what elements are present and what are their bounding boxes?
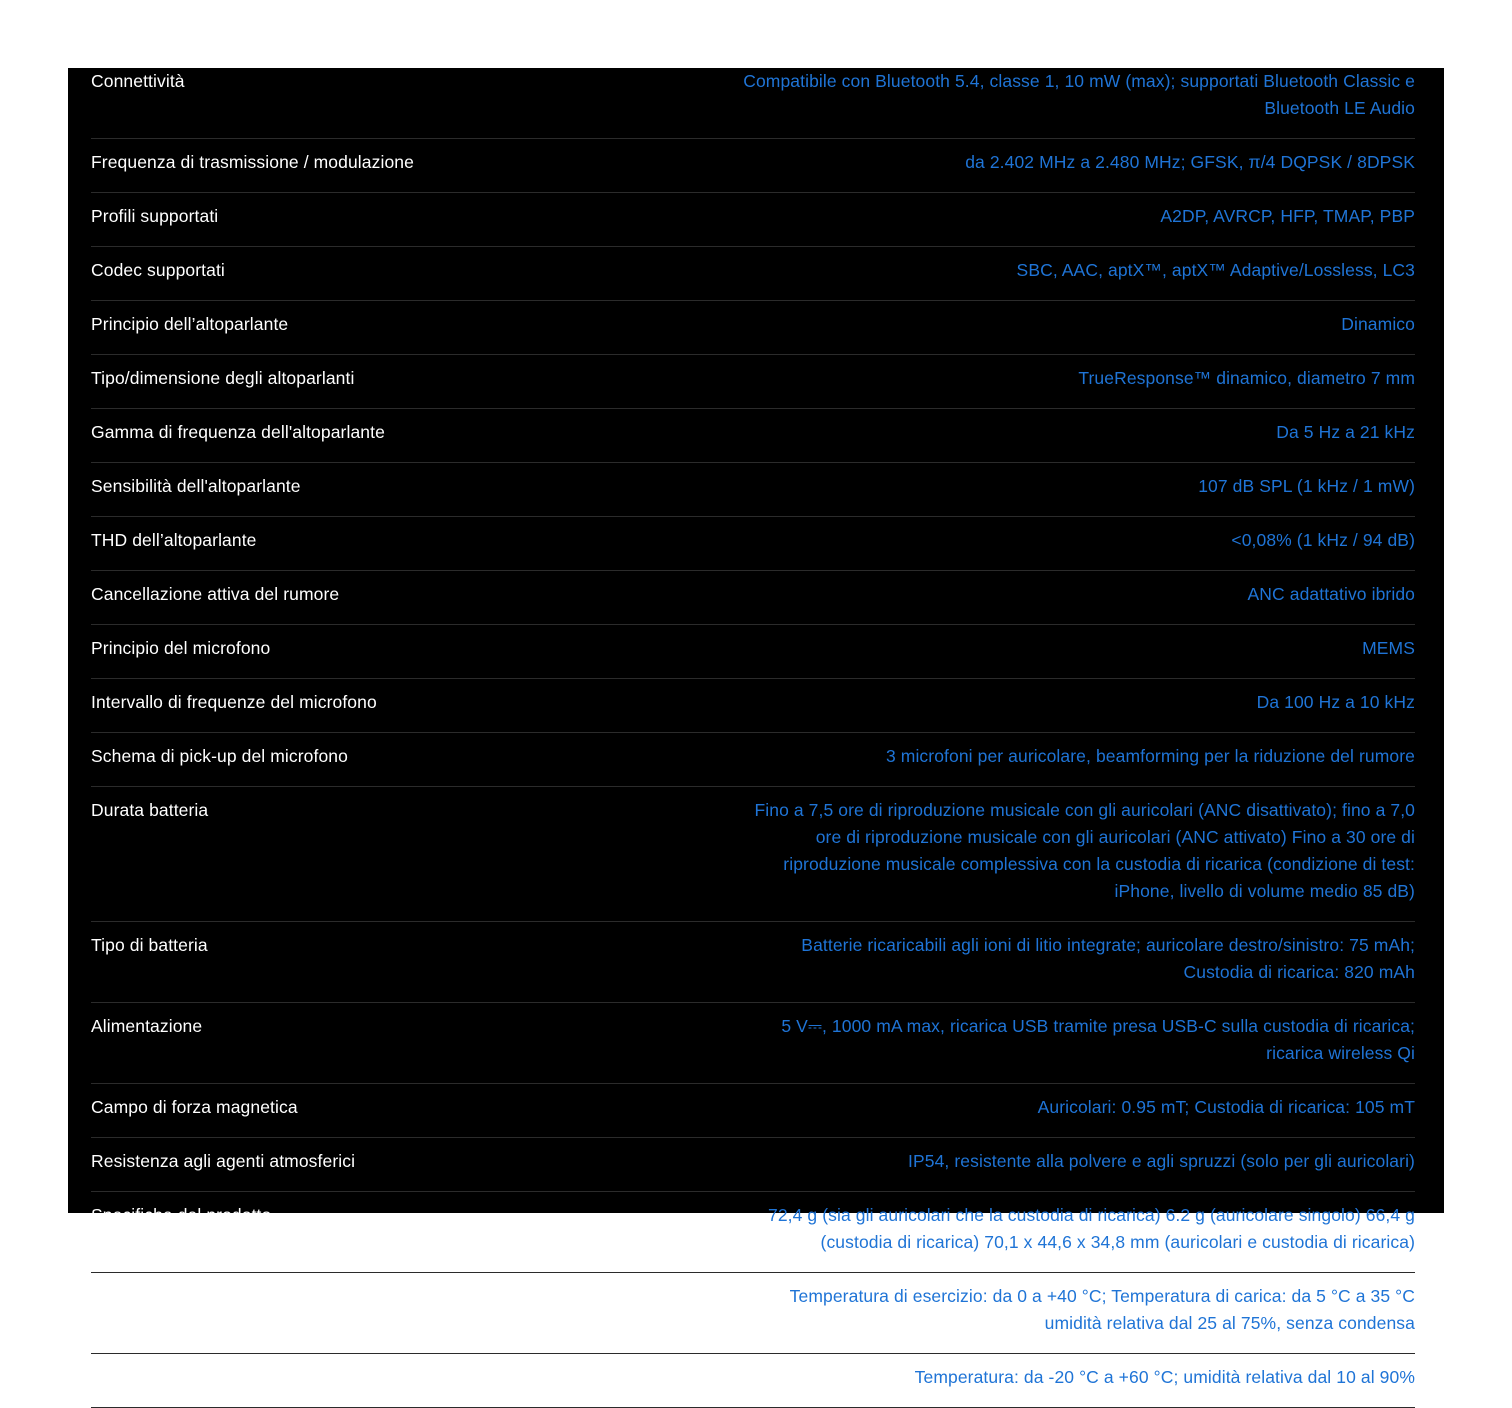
spec-label: Tipo di batteria	[91, 935, 208, 955]
spec-value: Auricolari: 0.95 mT; Custodia di ricarica: 105 mT	[1037, 1097, 1415, 1117]
spec-label: Resistenza agli agenti atmosferici	[91, 1151, 356, 1171]
spec-value: A2DP, AVRCP, HFP, TMAP, PBP	[1160, 206, 1415, 226]
spec-row	[91, 311, 1415, 355]
spec-label: Alimentazione	[91, 1016, 203, 1036]
spec-row	[91, 635, 1415, 679]
spec-row	[91, 797, 1415, 922]
spec-row	[91, 689, 1415, 733]
spec-row	[91, 365, 1415, 409]
spec-label: Sensibilità dell'altoparlante	[91, 476, 301, 496]
spec-row	[91, 932, 1415, 1003]
spec-value: Da 100 Hz a 10 kHz	[1256, 692, 1415, 712]
spec-label: Schema di pick-up del microfono	[91, 746, 348, 766]
spec-value: SBC, AAC, aptX™, aptX™ Adaptive/Lossless, LC3	[1016, 260, 1415, 280]
spec-value: 72,4 g (sia gli auricolari che la custodia di ricarica) 6.2 g (auricolare singolo) 66,4 g (custodia di ricarica) 70,1 x 44,6 x 34,8 mm (auricolari e custodia di ricarica)	[768, 1205, 1415, 1252]
spec-value: Da 5 Hz a 21 kHz	[1276, 422, 1415, 442]
spec-row	[91, 1202, 1415, 1273]
spec-label: Connettività	[91, 71, 185, 91]
spec-value: TrueResponse™ dinamico, diametro 7 mm	[1078, 368, 1415, 388]
spec-row	[91, 1283, 1415, 1354]
spec-label: Principio dell’altoparlante	[91, 314, 289, 334]
spec-row	[91, 1094, 1415, 1138]
spec-label: Frequenza di trasmissione / modulazione	[91, 152, 414, 172]
spec-value: Fino a 7,5 ore di riproduzione musicale con gli auricolari (ANC disattivato); fino a 7,0 ore di riproduzione musicale con gli auricolari (ANC attivato) Fino a 30 ore di riproduzione musicale complessiva con la custodia di ricarica (condizione di test: iPhone, livello di volume medio 85 dB)	[754, 800, 1415, 901]
spec-value: Dinamico	[1341, 314, 1415, 334]
spec-label: Principio del microfono	[91, 638, 271, 658]
spec-row	[91, 1364, 1415, 1408]
specs-table	[68, 68, 1444, 1408]
spec-value: <0,08% (1 kHz / 94 dB)	[1231, 530, 1415, 550]
spec-row	[91, 1148, 1415, 1192]
spec-label: Profili supportati	[91, 206, 219, 226]
spec-row	[91, 68, 1415, 139]
spec-row	[91, 419, 1415, 463]
spec-row	[91, 581, 1415, 625]
spec-row	[91, 203, 1415, 247]
spec-label: THD dell’altoparlante	[91, 530, 257, 550]
spec-value: Batterie ricaricabili agli ioni di litio integrate; auricolare destro/sinistro: 75 mAh; Custodia di ricarica: 820 mAh	[801, 935, 1415, 982]
spec-label: Condizioni di conservazione	[91, 1367, 312, 1387]
spec-value: IP54, resistente alla polvere e agli spruzzi (solo per gli auricolari)	[908, 1151, 1415, 1171]
spec-value: Temperatura: da -20 °C a +60 °C; umidità relativa dal 10 al 90%	[914, 1367, 1415, 1387]
spec-label: Cancellazione attiva del rumore	[91, 584, 340, 604]
spec-value: ANC adattativo ibrido	[1247, 584, 1415, 604]
specs-panel	[68, 68, 1444, 1387]
spec-value: Temperatura di esercizio: da 0 a +40 °C; Temperatura di carica: da 5 °C a 35 °C umidità relativa dal 25 al 75%, senza condensa	[789, 1286, 1415, 1333]
spec-row	[91, 473, 1415, 517]
spec-label: Tipo/dimensione degli altoparlanti	[91, 368, 355, 388]
spec-value: 5 V⎓, 1000 mA max, ricarica USB tramite presa USB-C sulla custodia di ricarica; ricarica wireless Qi	[781, 1016, 1415, 1063]
spec-label: Gamma di frequenza dell'altoparlante	[91, 422, 385, 442]
spec-value: 3 microfoni per auricolare, beamforming per la riduzione del rumore	[885, 746, 1415, 766]
spec-value: Compatibile con Bluetooth 5.4, classe 1, 10 mW (max); supportati Bluetooth Classic e Bluetooth LE Audio	[743, 71, 1415, 118]
spec-label: Codec supportati	[91, 260, 225, 280]
spec-value: MEMS	[1362, 638, 1415, 658]
spec-row	[91, 257, 1415, 301]
spec-label: Intervallo di frequenze del microfono	[91, 692, 377, 712]
spec-row	[91, 1013, 1415, 1084]
spec-label: Specifiche del prodotto	[91, 1205, 272, 1225]
spec-label: Condizioni di funzionamento	[91, 1286, 314, 1306]
spec-value: da 2.402 MHz a 2.480 MHz; GFSK, π/4 DQPSK / 8DPSK	[965, 152, 1415, 172]
spec-label: Durata batteria	[91, 800, 209, 820]
spec-value: 107 dB SPL (1 kHz / 1 mW)	[1198, 476, 1415, 496]
spec-label: Campo di forza magnetica	[91, 1097, 298, 1117]
spec-row	[91, 149, 1415, 193]
spec-row	[91, 527, 1415, 571]
spec-row	[91, 743, 1415, 787]
